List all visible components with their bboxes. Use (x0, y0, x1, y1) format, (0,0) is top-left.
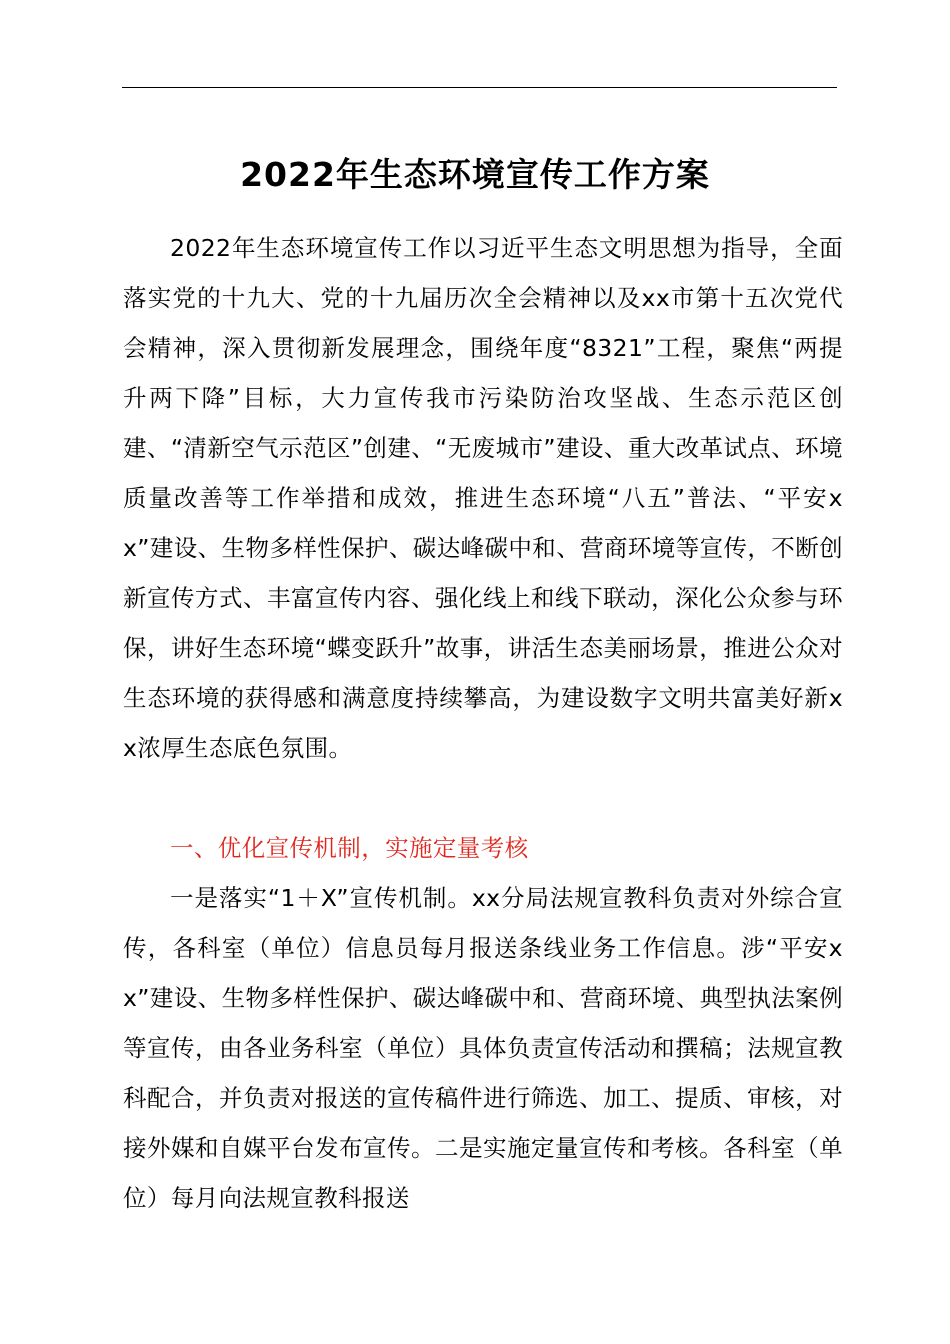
document-title: 2022年生态环境宣传工作方案 (240, 155, 710, 194)
section-1-paragraph: 一是落实“1＋X”宣传机制。xx分局法规宣教科负责对外综合宣传，各科室（单位）信息员每月报送条线业务工作信息。涉“平安xx”建设、生物多样性保护、碳达峰碳中和、营商环境、典型执法案例等宣传，由各业务科室（单位）具体负责宣传活动和撰稿；法规宣教科配合，并负责对报送的宣传稿件进行筛选、加工、提质、审核，对接外媒和自媒平台发布宣传。二是实施定量宣传和考核。各科室（单位）每月向法规宣教科报送 (123, 884, 843, 1212)
section-heading-1: 一、优化宣传机制，实施定量考核 (170, 834, 529, 862)
header-rule (122, 87, 837, 88)
intro-paragraph: 2022年生态环境宣传工作以习近平生态文明思想为指导，全面落实党的十九大、党的十九届历次全会精神以及xx市第十五次党代会精神，深入贯彻新发展理念，围绕年度“8321”工程，聚焦“两提升两下降”目标，大力宣传我市污染防治攻坚战、生态示范区创建、“清新空气示范区”创建、“无废城市”建设、重大改革试点、环境质量改善等工作举措和成效，推进生态环境“八五”普法、“平安xx”建设、生物多样性保护、碳达峰碳中和、营商环境等宣传，不断创新宣传方式、丰富宣传内容、强化线上和线下联动，深化公众参与环保，讲好生态环境“蝶变跃升”故事，讲活生态美丽场景，推进公众对生态环境的获得感和满意度持续攀高，为建设数字文明共富美好新xx浓厚生态底色氛围。 (123, 234, 843, 762)
